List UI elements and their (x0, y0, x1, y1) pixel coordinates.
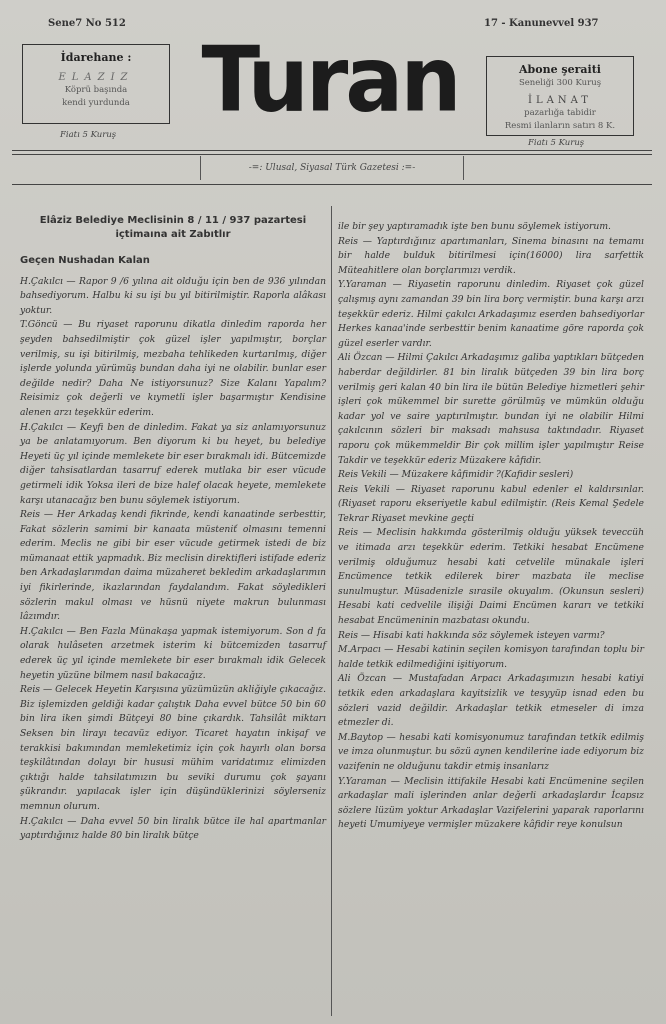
subscription-line-2: pazarlığa tabidir (524, 108, 596, 118)
paragraph: H.Çakılcı — Ben Fazla Münakaşa yapmak istemiyorum. Son d fa olarak hulâseten arzetmek isterim ki bütcemizden tasarruf ederek üç yıl içinde memlekete bir eser bırakmalı idik Gelecek heyetin yüzüne bilmem nasıl bakacağız. (20, 625, 326, 681)
issue-date: 17 - Kanunevvel 937 (484, 18, 599, 29)
paragraph: Reis Vekili — Müzakere kâfimidir ?(Kafidir sesleri) (338, 469, 574, 481)
article-column-right (338, 220, 644, 833)
paragraph: Reis — Her Arkadaş kendi fikrinde, kendi kanaatinde serbesttir, Fakat sözlerin samimi bir kanaata müsteniť olmasını temenni ederim. Meclis ne gibi bir eser vücude getirmek istedi de biz mümanaat ettik yapmadık. Biz meclisin direktifleri istifade ederiz ben Arkadaşlarımdan daima müzaheret bekledim arkadaşlarımın iyi fikirlerinde, ikazlarından faydalandım. Fakat söyledikleri sözlerin makul olması ve hüsnü niyete makrun bulunması lâzımdır. (20, 509, 326, 623)
subscription-box (486, 56, 634, 136)
paragraph: Ali Özcan — Hilmi Çakılcı Arkadaşımız galiba yaptıkları bütçeden haberdar değildirler. 81 bin liralık bütçeden 39 bin lira borç verilmiş geri kalan 40 bin lira ile bütün Belediye hizmetleri şehir işleri çok mükemmel bir surette görülmüş ve mümkün olduğu kadar yol ve saire yaptırılmıştır. bundan iyi ne olabilir Hilmi çakılcının sözleri bir maksadı mahsusa taktındadır. Riyaset raporu çok mükemmeldir Bir çok millim işler yapılmıştır Reise Takdir ve teşekkür ederiz Müzakere kâfidir. (338, 352, 644, 466)
article-subhead: Geçen Nushadan Kalan (20, 255, 150, 266)
paragraph: H.Çakılcı — Rapor 9 /6 yılına ait olduğu için ben de 936 yılından bahsediyorum. Halbu ki su işi bu yıl bitirilmiştir. Raporla alâkası yoktur. (20, 275, 326, 316)
paragraph: Y.Yaraman — Meclisin ittifakile Hesabi kati Encümenine seçilen arkadaşlar mali işlerinden anlar değerli arkadaşlardır İcapsız sözlere lüzüm yoktur Arkadaşlar Vazifelerini yaparak raporlarını heyeti Umumiyeye vermişler müzakere kâfidir reye konulsun (338, 775, 644, 831)
header-rule-top (12, 150, 652, 151)
paragraph: Y.Yaraman — Riyasetin raporunu dinledim. Riyaset çok güzel çalışmış aynı zamandan 39 bin lira borç vermiştir. buna karşı arzı teşekkür ederiz. Hilmi çakılcı Arkadaşımız eserden bahsediyorlar Herkes kanaa'inde serbesttir benim kanaatime göre raporda çok güzel eserler vardır. (338, 279, 644, 349)
column-divider (331, 206, 332, 1016)
paragraph: M.Arpacı — Hesabi katinin seçilen komisyon tarafından toplu bir halde tetkik edilmediğini işitiyorum. (338, 644, 644, 670)
subscription-line-1: Seneliği 300 Kuruş (518, 78, 602, 88)
newspaper-title: Turan (201, 27, 459, 133)
administration-city: ELAZIZ (58, 72, 134, 83)
article-column-left (20, 214, 326, 844)
article-title: Elâziz Belediye Meclisinin 8 / 11 / 937 pazartesi içtimaına ait Zabıtlır (39, 215, 307, 240)
issue-number: Sene7 No 512 (48, 18, 126, 29)
paragraph: Reis — Yaptırdığınız apartımanları, Sinema binasını na temamı bir halde bulduk bitirilmesi için(16000) lira sarfettik Müteahitlere olan borçlarımızı verdik. (338, 235, 644, 276)
newspaper-subtitle: -=: Ulusal, Siyasal Türk Gazetesi :=- (200, 156, 464, 180)
paragraph: ile bir şey yaptıramadık işte ben bunu söylemek istiyorum. (338, 221, 611, 232)
subscription-line-3: Resmi ilanların satırı 8 K. (504, 121, 616, 131)
ilanat-label: İLANAT (528, 95, 592, 106)
paragraph: Reis — Hisabi kati hakkında söz söylemek isteyen varmı? (338, 629, 605, 641)
paragraph: H.Çakılcı — Keyfi ben de dinledim. Fakat ya siz anlamıyorsunuz ya be anlatamıyorum. Ben diyorum ki bu heyet, bu belediye Heyeti üç yıl içinde memlekete bir eser bırakmalı idi. Bütcemizde diğer tahsisatlardan tasarruf ederek mutlaka bir eser vücude getirmeli idik Yoksa ileri de bize halef olacak heyete, memlekete karşı utanacağız ben bunu söylemek istiyorum. (20, 421, 326, 506)
paragraph: M.Baytop — hesabi kati komisyonumuz tarafından tetkik edilmiş ve imza olunmuştur. bu sözü aynen kendilerine iade ediyorum biz vazifenin ne olduğunu takdir etmiş insanlarız (338, 731, 644, 772)
price-right: Fiatı 5 Kuruş (528, 138, 585, 148)
administration-heading: İdarehane : (60, 51, 132, 64)
administration-line-1: Köprü başında (64, 85, 128, 95)
paragraph: Ali Özcan — Mustafadan Arpacı Arkadaşımızın hesabi katiyi tetkik eden arkadaşlara kayitsizlik ve tesyyüp isnad eden bu sözleri vazid değildir. Arkadaşlar tetkik etmeseler di imza etmezler di. (338, 673, 644, 729)
price-left: Fiatı 5 Kuruş (60, 130, 117, 140)
paragraph: T.Göncü — Bu riyaset raporunu dikatla dinledim raporda her şeyden bahsedilmiştir çok güzel işler yapılmıştır, borçlar verilmiş, su işi bitirilmiş, mezbaha tehlikeden kurtarılmış, diğer işlerde yolunda yürümüş bundan daha iyi ne olabilir. bunlar eser değilde nedir? Daha Ne istiyorsunuz? Size Kalanı Yapalım? Reisimiz çok değerli ve kıymetli işler başarmıştır Kendisine alenen arzı teşekkür ederim. (20, 319, 326, 418)
header-rule-top-2 (12, 154, 652, 155)
paragraph: Reis — Meclisin hakkımda gösterilmiş olduğu yüksek teveccüh ve itimada arzı teşekkür ederim. Tetkiki hesabat Encümene verilmiş olduğumuz hesabi kati cetvelile münakale işleri Encümence tetkik edilerek birer mazbata ile meclise sunulmuştur. Müsadenizle sırasile okuyalım. (Okunsun sesleri) Hesabi kati cedvelile ilişiği Daimi Encümen kararı ve tetkiki hesabat Encümeninin mazbatası okundu. (338, 527, 644, 627)
administration-box (22, 44, 170, 124)
paragraph: Reis — Gelecek Heyetin Karşısına yüzümüzün akliğiyle çıkacağız. Biz işlemizden geldiği kadar çalıştık Daha evvel bütce 50 bin 60 bin lira iken şimdi Bütçeyi 80 bine çıkardık. Tahsilât miktarı Seksen bin lirayı tecavüz ediyor. Ticaret hayatın inkişaf ve terakkisi bakımından memleketimiz için çok hayırlı olan borsa teşkilâtından dolayı bir hususi mühim varidatımız elimizden çıktığı halde tahsilatımızın bu seviki durumu çok şayanı şükrandır. yapılacak işler için düşündüklerinizi söylerseniz memnun olurum. (20, 684, 326, 812)
header-rule-bottom (12, 184, 652, 185)
administration-line-2: kendi yurdunda (62, 98, 130, 108)
paragraph: Reis Vekili — Riyaset raporunu kabul edenler el kaldırsınlar. (Riyaset raporu ekseriyetle kabul edilmiştir. (Reis Kemal Şedele Tekrar Riyaset mevkine geçti (338, 483, 644, 524)
subscription-heading: Abone şeraiti (519, 63, 601, 76)
paragraph: H.Çakılcı — Daha evvel 50 bin liralık bütce ile hal apartmanlar yaptırdığınız halde 80 bin liralık bütçe (20, 815, 326, 842)
